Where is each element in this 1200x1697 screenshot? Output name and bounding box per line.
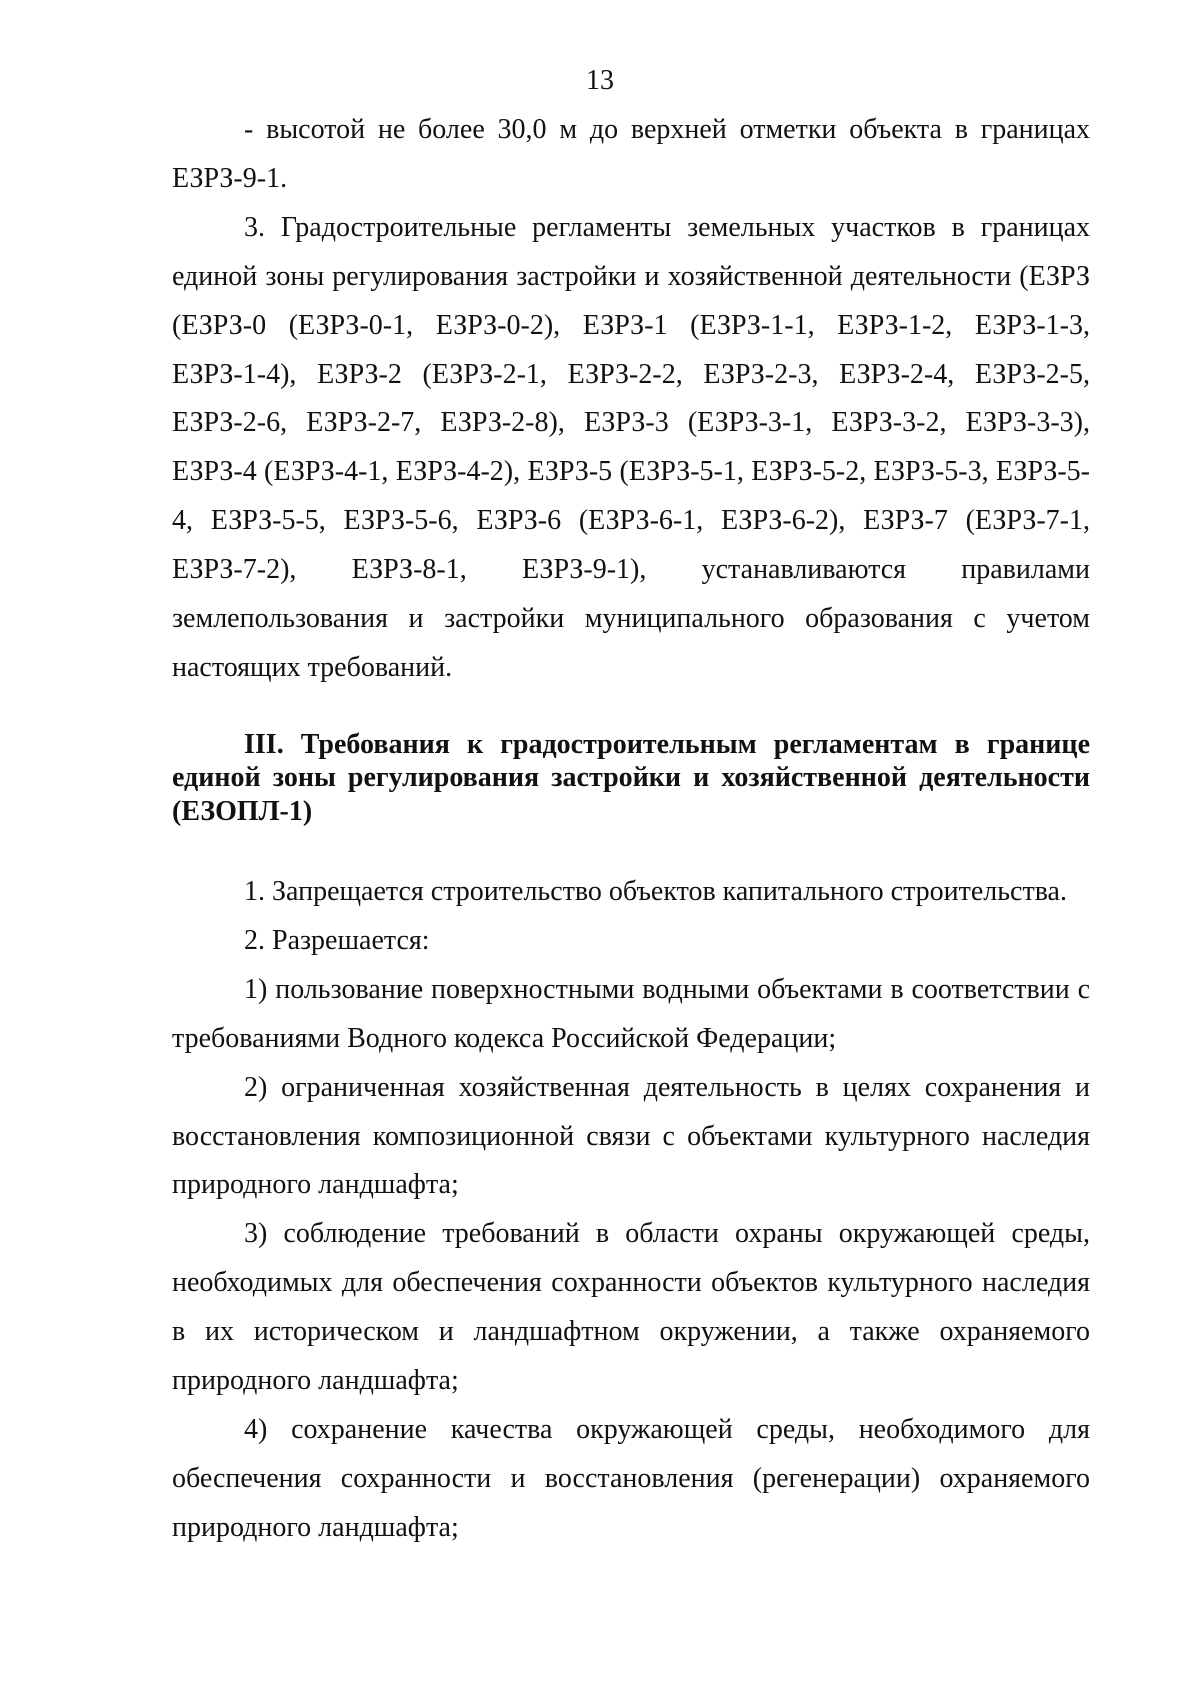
paragraph-item-2: 2. Разрешается: <box>244 924 430 956</box>
page-number: 13 <box>586 65 614 96</box>
paragraph-subitem-1: 1) пользование поверхностными водными объектами в соответствии с требованиями Водного кодекса Российской Федерации; <box>172 973 1090 1054</box>
paragraph-regulations-ezrz: 3. Градостроительные регламенты земельных участков в границах единой зоны регулирования застройки и хозяйственной деятельности (ЕЗРЗ (ЕЗРЗ-0 (ЕЗРЗ-0-1, ЕЗРЗ-0-2), ЕЗРЗ-1 (ЕЗРЗ-1-1, ЕЗРЗ-1-2, ЕЗРЗ-1-3, ЕЗРЗ-1-4), ЕЗРЗ-2 (ЕЗРЗ-2-1, ЕЗРЗ-2-2, ЕЗРЗ-2-3, ЕЗРЗ-2-4, ЕЗРЗ-2-5, ЕЗРЗ-2-6, ЕЗРЗ-2-7, ЕЗРЗ-2-8), ЕЗРЗ-3 (ЕЗРЗ-3-1, ЕЗРЗ-3-2, ЕЗРЗ-3-3), ЕЗРЗ-4 (ЕЗРЗ-4-1, ЕЗРЗ-4-2), ЕЗРЗ-5 (ЕЗРЗ-5-1, ЕЗРЗ-5-2, ЕЗРЗ-5-3, ЕЗРЗ-5-4, ЕЗРЗ-5-5, ЕЗРЗ-5-6, ЕЗРЗ-6 (ЕЗРЗ-6-1, ЕЗРЗ-6-2), ЕЗРЗ-7 (ЕЗРЗ-7-1, ЕЗРЗ-7-2), ЕЗРЗ-8-1, ЕЗРЗ-9-1), устанавливаются правилами землепользования и застройки муниципального образования с учетом настоящих требований. <box>172 211 1090 683</box>
top-text-block <box>172 106 1090 693</box>
paragraph-item-1: 1. Запрещается строительство объектов капитального строительства. <box>244 876 1067 907</box>
section-heading: III. Требования к градостроительным регламентам в границе единой зоны регулирования застройки и хозяйственной деятельности (ЕЗОПЛ-1) <box>172 729 1090 827</box>
section-text-block <box>172 868 1090 1553</box>
paragraph-subitem-4: 4) сохранение качества окружающей среды, необходимого для обеспечения сохранности и восстановления (регенерации) охраняемого природного ландшафта; <box>172 1413 1090 1543</box>
paragraph-height-limit: - высотой не более 30,0 м до верхней отметки объекта в границах ЕЗРЗ-9-1. <box>172 114 1090 194</box>
paragraph-subitem-2: 2) ограниченная хозяйственная деятельность в целях сохранения и восстановления композиционной связи с объектами культурного наследия природного ландшафта; <box>172 1071 1090 1201</box>
paragraph-subitem-3: 3) соблюдение требований в области охраны окружающей среды, необходимых для обеспечения сохранности объектов культурного наследия в их историческом и ландшафтном окружении, а также охраняемого природного ландшафта; <box>172 1218 1090 1397</box>
